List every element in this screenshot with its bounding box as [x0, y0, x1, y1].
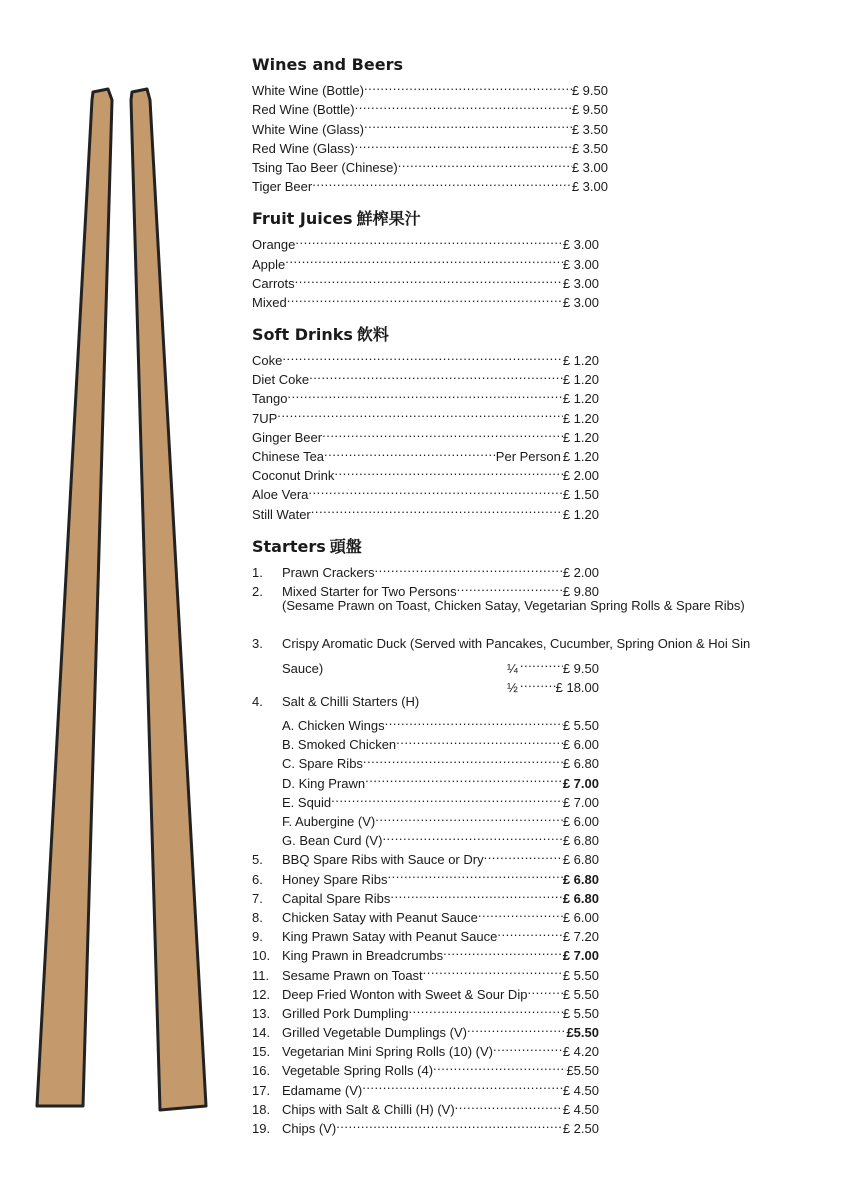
menu-item: 13. Grilled Pork Dumpling ..... £ 5.50	[252, 999, 599, 1018]
chopstick-right	[131, 89, 206, 1110]
menu-item: Tiger Beer ..... £ 3.00	[252, 172, 608, 191]
section-title-starters: Starters 頭盤	[252, 536, 362, 556]
menu	[252, 54, 812, 1136]
menu-item: 10. King Prawn in Breadcrumbs ..... £ 7.00	[252, 941, 599, 960]
menu-item: White Wine (Bottle) ..... £ 9.50	[252, 76, 608, 95]
menu-item: Chinese Tea ..... Per Person £ 1.20	[252, 442, 599, 461]
menu-subitem: F. Aubergine (V) ..... £ 6.00	[252, 807, 599, 826]
half-label: ½	[507, 679, 518, 695]
menu-item: 8. Chicken Satay with Peanut Sauce ..... £ 6.00	[252, 903, 599, 922]
menu-item: Coconut Drink ..... £ 2.00	[252, 461, 599, 480]
menu-item: 16. Vegetable Spring Rolls (4) ..... £5.50	[252, 1056, 599, 1075]
menu-item-continued: ½ ..... £ 18.00	[252, 673, 599, 692]
section-title-juices: Fruit Juices 鮮榨果汁	[252, 209, 421, 229]
menu-item: 2. Mixed Starter for Two Persons ..... £ 9.80	[252, 577, 599, 596]
menu-subitem: B. Smoked Chicken ..... £ 6.00	[252, 730, 599, 749]
menu-item: 7UP ..... £ 1.20	[252, 403, 599, 422]
menu-item: Diet Coke ..... £ 1.20	[252, 365, 599, 384]
menu-item: 18. Chips with Salt & Chilli (H) (V) ..... £ 4.50	[252, 1095, 599, 1114]
menu-item-continued: Sauce) ¼ ..... £ 9.50	[252, 653, 599, 672]
menu-item: 15. Vegetarian Mini Spring Rolls (10) (V) ..... £ 4.20	[252, 1037, 599, 1056]
starters-section	[252, 536, 812, 1136]
menu-item: Tsing Tao Beer (Chinese) ..... £ 3.00	[252, 153, 608, 172]
item-description: (Sesame Prawn on Toast, Chicken Satay, Vegetarian Spring Rolls & Spare Ribs)	[282, 597, 745, 613]
menu-item: 12. Deep Fried Wonton with Sweet & Sour Dip ..... £ 5.50	[252, 980, 599, 999]
section-title-soft-drinks: Soft Drinks 飲料	[252, 324, 389, 344]
menu-item: Aloe Vera ..... £ 1.50	[252, 480, 599, 499]
menu-item: Red Wine (Glass) ..... £ 3.50	[252, 134, 608, 153]
menu-item: 17. Edamame (V) ..... £ 4.50	[252, 1075, 599, 1094]
menu-item: Red Wine (Bottle) ..... £ 9.50	[252, 95, 608, 114]
menu-item: Still Water ..... £ 1.20	[252, 499, 599, 518]
menu-item: 5. BBQ Spare Ribs with Sauce or Dry ..... £ 6.80	[252, 845, 599, 864]
menu-item: 9. King Prawn Satay with Peanut Sauce ..... £ 7.20	[252, 922, 599, 941]
menu-item: 14. Grilled Vegetable Dumplings (V) ..... £5.50	[252, 1018, 599, 1037]
menu-item: Apple ..... £ 3.00	[252, 249, 599, 268]
wines-list	[252, 76, 608, 195]
starters-list	[252, 558, 751, 1136]
menu-item: White Wine (Glass) ..... £ 3.50	[252, 114, 608, 133]
per-person-note: Per Person	[495, 449, 561, 464]
menu-item: Orange ..... £ 3.00	[252, 230, 599, 249]
chopstick-left	[37, 89, 112, 1106]
menu-item: Tango ..... £ 1.20	[252, 384, 599, 403]
menu-subitem: C. Spare Ribs ..... £ 6.80	[252, 749, 599, 768]
menu-item: 7. Capital Spare Ribs ..... £ 6.80	[252, 884, 599, 903]
menu-subitem: G. Bean Curd (V) ..... £ 6.80	[252, 826, 599, 845]
menu-item: 1. Prawn Crackers ..... £ 2.00	[252, 558, 599, 577]
menu-item: Carrots ..... £ 3.00	[252, 269, 599, 288]
menu-item: 11. Sesame Prawn on Toast ..... £ 5.50	[252, 960, 599, 979]
menu-item: 19. Chips (V) ..... £ 2.50	[252, 1114, 599, 1133]
juices-section	[252, 208, 812, 310]
chopsticks-illustration	[0, 0, 240, 1200]
menu-item: 6. Honey Spare Ribs ..... £ 6.80	[252, 864, 599, 883]
menu-subitem: E. Squid ..... £ 7.00	[252, 788, 599, 807]
wines-section	[252, 54, 812, 195]
menu-item: Mixed ..... £ 3.00	[252, 288, 599, 307]
soft-drinks-section	[252, 324, 812, 522]
menu-item: Ginger Beer ..... £ 1.20	[252, 423, 599, 442]
menu-item: 3. Crispy Aromatic Duck (Served with Pancakes, Cucumber, Spring Onion & Hoi Sin	[252, 636, 751, 652]
section-title-wines: Wines and Beers	[252, 55, 403, 74]
soft-drinks-list	[252, 346, 599, 522]
menu-item: Coke ..... £ 1.20	[252, 346, 599, 365]
menu-subitem: D. King Prawn ..... £ 7.00	[252, 768, 599, 787]
menu-subitem: A. Chicken Wings ..... £ 5.50	[252, 711, 599, 730]
juices-list	[252, 230, 599, 310]
menu-item: 4. Salt & Chilli Starters (H)	[252, 693, 420, 709]
quarter-label: ¼	[507, 660, 518, 676]
